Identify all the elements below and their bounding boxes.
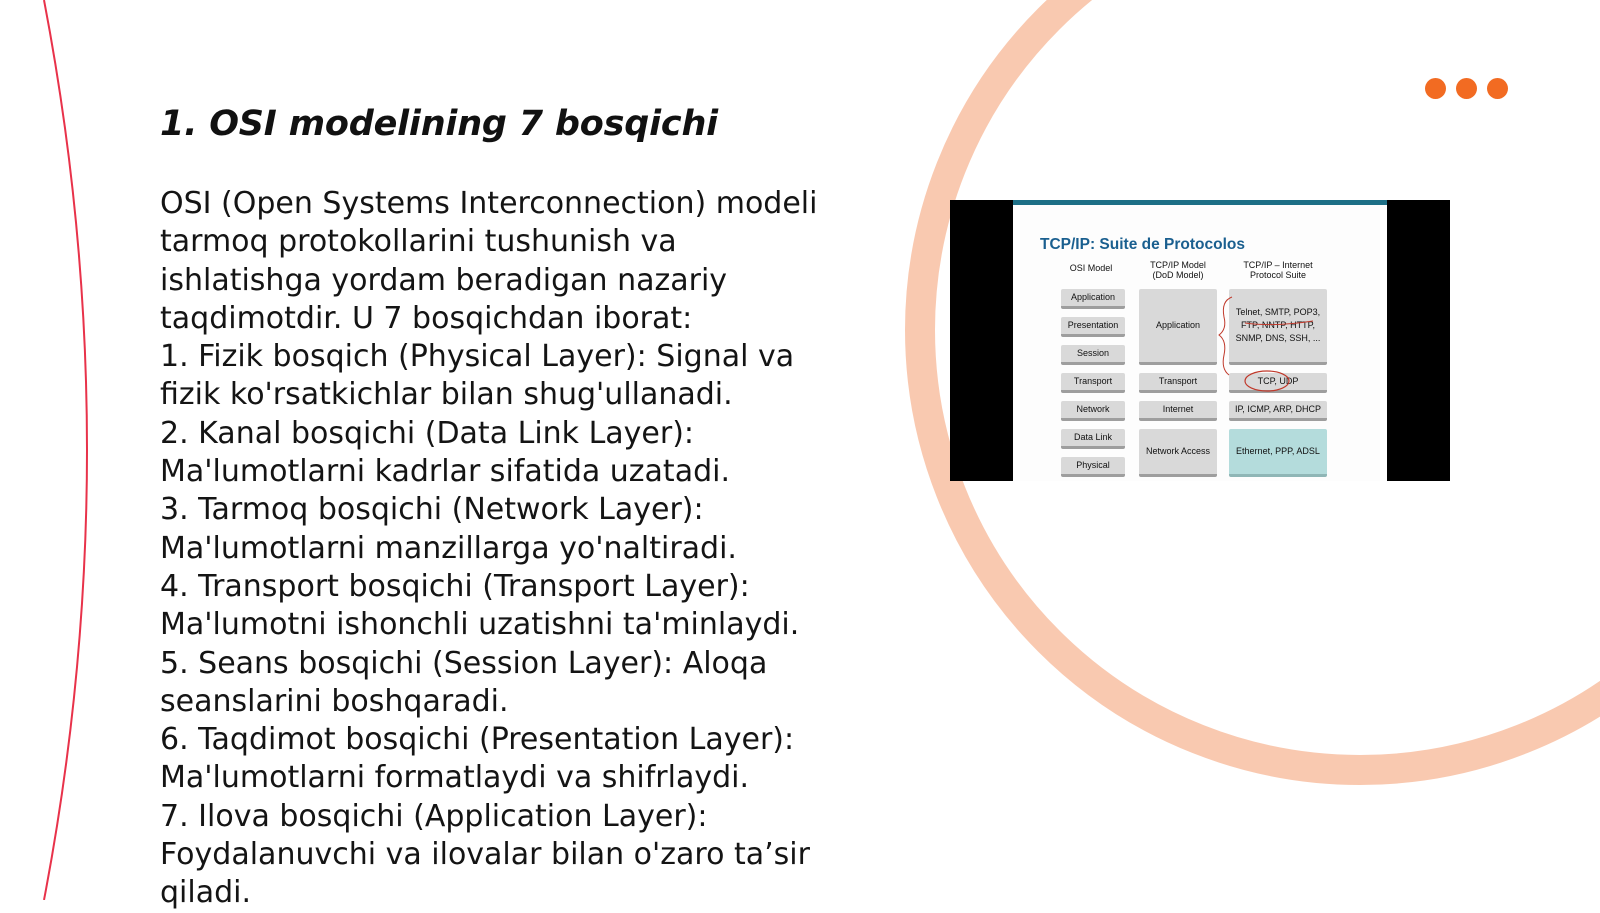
intro-paragraph: OSI (Open Systems Interconnection) modeli tarmoq protokollarini tushunish va ishlatishga yordam beradigan nazariy taqdimotdir. U 7 bosqichdan iborat: (160, 186, 818, 336)
left-red-curve (44, 0, 87, 900)
menu-dots (1425, 78, 1508, 99)
dot-icon (1456, 78, 1477, 99)
col-header-suite: TCP/IP – Internet Protocol Suite (1243, 260, 1313, 280)
circle-mark (1245, 371, 1289, 391)
osi-cell: Data Link (1061, 429, 1125, 449)
handwritten-annotations (1013, 205, 1387, 486)
dod-cell: Internet (1139, 401, 1217, 421)
layer-item-physical: 1. Fizik bosqich (Physical Layer): Signal va fizik ko'rsatkichlar bilan shug'ullanadi. (160, 339, 795, 413)
dot-icon (1487, 78, 1508, 99)
osi-cell: Physical (1061, 457, 1125, 477)
layer-item-presentation: 6. Taqdimot bosqichi (Presentation Layer): Ma'lumotlarni formatlaydi va shifrlaydi. (160, 722, 795, 796)
layer-item-transport: 4. Transport bosqichi (Transport Layer): Ma'lumotni ishonchli uzatishni ta'minlaydi. (160, 568, 800, 643)
dod-cell: Transport (1139, 373, 1217, 393)
osi-cell: Network (1061, 401, 1125, 421)
layer-item-data-link: 2. Kanal bosqichi (Data Link Layer): Ma'lumotlarni kadrlar sifatida uzatadi. (160, 415, 730, 490)
brace-mark (1219, 297, 1232, 375)
col-header-dod: TCP/IP Model (DoD Model) (1150, 260, 1206, 280)
osi-cell: Transport (1061, 373, 1125, 393)
osi-cell: Presentation (1061, 317, 1125, 337)
layer-item-session: 5. Seans bosqichi (Session Layer): Aloqa seanslarini boshqaradi. (160, 645, 768, 719)
layer-item-network: 3. Tarmoq bosqichi (Network Layer): Ma'lumotlarni manzillarga yo'naltiradi. (160, 492, 737, 566)
suite-cell: Ethernet, PPP, ADSL (1229, 429, 1327, 477)
osi-cell: Application (1061, 289, 1125, 309)
dod-cell: Application (1139, 289, 1217, 365)
col-header-osi: OSI Model (1069, 263, 1113, 273)
suite-cell: TCP, UDP (1229, 373, 1327, 393)
layer-item-application: 7. Ilova bosqichi (Application Layer): Foydalanuvchi va ilovalar bilan o'zaro ta’sir qiladi. (160, 798, 810, 911)
underline-mark (1245, 321, 1313, 325)
suite-cell: Telnet, SMTP, POP3, FTP, NNTP, HTTP, SNMP, DNS, SSH, ... (1229, 289, 1327, 365)
tcpip-diagram-image (950, 200, 1450, 481)
slide-body (160, 185, 840, 913)
dod-cell: Network Access (1139, 429, 1217, 477)
osi-cell: Session (1061, 345, 1125, 365)
suite-cell: IP, ICMP, ARP, DHCP (1229, 401, 1327, 421)
embedded-slide (1013, 200, 1387, 481)
diagram-title: TCP/IP: Suite de Protocolos (1040, 236, 1245, 253)
slide-title: 1. OSI modelining 7 bosqichi (160, 104, 718, 144)
dot-icon (1425, 78, 1446, 99)
